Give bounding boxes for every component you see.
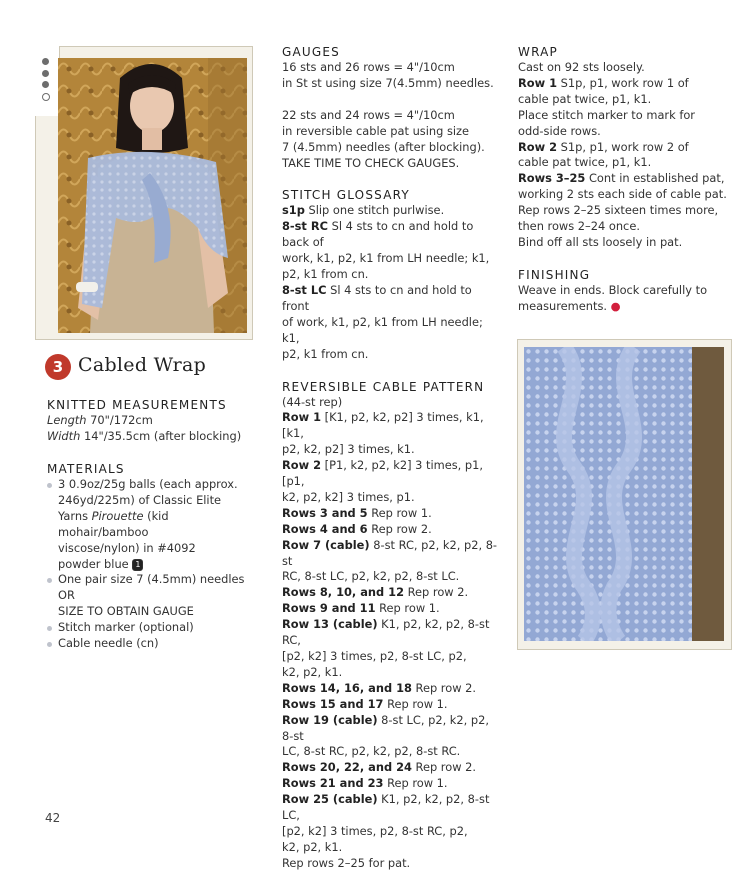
glossary-def: Sl 4 sts to cn and hold to back of [282,219,474,250]
end-mark-icon: ● [610,298,621,313]
knitted-measurements-heading: KNITTED MEASUREMENTS [47,398,227,412]
gauge-line: TAKE TIME TO CHECK GAUGES. [282,155,460,170]
row-text: K1, p2, k2, p2, 8-st RC, [282,617,490,648]
row-text: Rep row 1. [375,601,440,616]
gauges-section [282,44,502,872]
row-label: Row 2 [282,458,322,473]
row-label: Rows 4 and 6 [282,521,368,536]
row-text: Rep row 2. [404,585,469,600]
row-text: K1, p2, k2, p2, 8-st LC, [282,792,490,823]
model-photo [58,58,247,333]
glossary-def: of work, k1, p2, k1 from LH needle; k1, [282,314,483,345]
gauges-heading: GAUGES [282,45,340,59]
wrap-line: Place stitch marker to mark for [518,107,695,122]
row-label: Rows 15 and 17 [282,696,384,711]
gauge-line: in St st using size 7(4.5mm) needles. [282,75,494,90]
row-text: [K1, p2, k2, p2] 3 times, k1, [k1, [282,410,484,441]
row-label: Row 13 (cable) [282,617,378,632]
glossary-term: 8-st RC [282,219,328,234]
row-text: k2, p2, k1. [282,664,343,679]
glossary-def: p2, k1 from cn. [282,267,369,282]
materials-section [47,461,262,652]
glossary-def: work, k1, p2, k1 from LH needle; k1, [282,251,490,266]
row-label: Row 1 [518,75,558,90]
swatch-photo [524,347,724,641]
row-text: k2, p2, k2] 3 times, p1. [282,489,415,504]
row-text: [p2, k2] 3 times, p2, 8-st RC, p2, [282,823,468,838]
row-label: Row 19 (cable) [282,712,378,727]
yarn-line: Yarns [58,508,92,523]
wrap-line: S1p, p1, work row 2 of [557,139,689,154]
gauge-line: 16 sts and 26 rows = 4"/10cm [282,60,455,74]
yarn-color: powder blue [58,556,133,571]
width-label: Width [47,428,81,443]
needles-line: One pair size 7 (4.5mm) needles OR [58,572,245,603]
yarn-name: Pirouette [91,508,144,523]
page-number: 42 [45,811,61,825]
row-text: Rep row 1. [383,696,448,711]
row-text: Rep row 2. [411,760,477,775]
row-label: Row 25 (cable) [282,792,378,807]
length-label: Length [47,413,87,427]
wrap-line: Cast on 92 sts loosely. [518,60,645,74]
difficulty-dot-empty [42,93,50,101]
wrap-line: Bind off all sts loosely in pat. [518,234,683,249]
difficulty-dot-filled [42,81,49,88]
row-label: Rows 20, 22, and 24 [282,760,412,775]
row-text: 8-st LC, p2, k2, p2, 8-st [282,712,489,743]
glossary-def: p2, k1 from cn. [282,346,369,361]
row-label: Rows 3 and 5 [282,505,368,520]
yarn-line: 3 0.9oz/25g balls (each approx. [58,477,238,491]
pattern-title: Cabled Wrap [78,354,207,376]
yarn-line: 246yd/225m) of Classic Elite [58,492,222,507]
row-text: 8-st RC, p2, k2, p2, 8-st [282,537,498,568]
gauge-line: in reversible cable pat using size [282,123,470,138]
yarn-weight-icon: 1 [132,559,143,571]
row-label: Row 7 (cable) [282,537,370,552]
gauge-line: 7 (4.5mm) needles (after blocking). [282,139,485,154]
lace-swatch-illustration [524,347,724,641]
pattern-rep: (44-st rep) [282,394,343,409]
wrap-line: Cont in established pat, [585,171,725,186]
glossary-term: 8-st LC [282,282,327,297]
pattern-number-badge: 3 [45,354,71,380]
row-text: p2, k2, p2] 3 times, k1. [282,442,415,457]
difficulty-dot-filled [42,58,49,65]
gauge-line: 22 sts and 24 rows = 4"/10cm [282,107,455,122]
finishing-line: Weave in ends. Block carefully to [518,282,708,297]
row-text: LC, 8-st RC, p2, k2, p2, 8-st RC. [282,744,461,759]
row-text: Rep row 1. [367,505,432,520]
difficulty-dots [42,58,52,105]
row-text: Rep rows 2–25 for pat. [282,855,411,870]
length-value: 70"/172cm [86,413,153,427]
row-label: Row 2 [518,139,558,154]
measurements-section [47,397,262,445]
row-text: [p2, k2] 3 times, p2, 8-st LC, p2, [282,649,467,663]
finishing-heading: FINISHING [518,267,591,282]
row-text: [P1, k2, p2, k2] 3 times, p1, [p1, [282,458,484,489]
wrap-line: cable pat twice, p1, k1. [518,155,652,170]
materials-marker-item: Stitch marker (optional) [47,620,262,636]
row-label: Rows 9 and 11 [282,601,376,616]
row-text: Rep row 2. [367,521,432,536]
glossary-def: Slip one stitch purlwise. [304,203,445,218]
row-text: Rep row 1. [383,776,448,791]
materials-heading: MATERIALS [47,462,125,476]
reversible-cable-heading: REVERSIBLE CABLE PATTERN [282,379,485,394]
wrap-section [518,44,730,315]
materials-needles-item [47,572,262,620]
row-text: RC, 8-st LC, p2, k2, p2, 8-st LC. [282,569,460,584]
wrap-line: odd-side rows. [518,123,601,138]
row-label: Rows 14, 16, and 18 [282,680,412,695]
needles-line: SIZE TO OBTAIN GAUGE [58,604,194,619]
wrap-line: working 2 sts each side of cable pat. [518,187,727,202]
row-label: Rows 8, 10, and 12 [282,585,404,600]
wrap-heading: WRAP [518,45,558,59]
row-label: Rows 3–25 [518,171,586,186]
row-text: k2, p2, k1. [282,839,343,854]
wrap-line: S1p, p1, work row 1 of [557,75,689,90]
glossary-def: Sl 4 sts to cn and hold to front [282,282,472,313]
model-illustration [58,58,247,333]
wrap-line: Rep rows 2–25 sixteen times more, [518,203,719,218]
materials-yarn-item [47,477,262,572]
row-label: Rows 21 and 23 [282,776,384,791]
row-text: Rep row 2. [411,680,477,695]
difficulty-dot-filled [42,70,49,77]
glossary-term: s1p [282,203,305,218]
finishing-line: measurements. [518,298,611,313]
width-value: 14"/35.5cm (after blocking) [80,428,242,443]
wrap-line: cable pat twice, p1, k1. [518,91,652,106]
materials-cable-needle-item: Cable needle (cn) [47,636,262,652]
wrap-line: then rows 2–24 once. [518,219,640,234]
row-label: Row 1 [282,410,322,425]
yarn-line: viscose/nylon) in #4092 [58,540,196,555]
yarn-line: (kid mohair/bamboo [58,508,169,539]
stitch-glossary-heading: STITCH GLOSSARY [282,188,410,203]
